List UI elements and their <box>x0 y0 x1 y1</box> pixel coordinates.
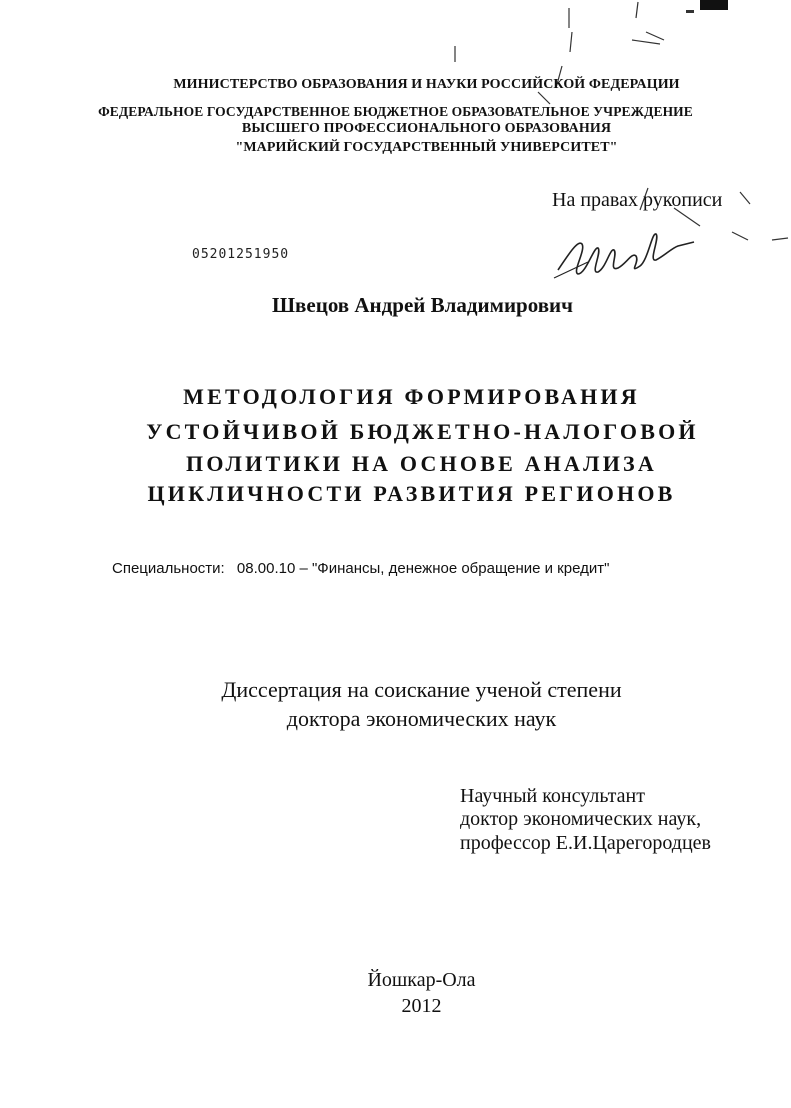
institution-type-line: ФЕДЕРАЛЬНОЕ ГОСУДАРСТВЕННОЕ БЮДЖЕТНОЕ ОБРАЗОВАТЕЛЬНОЕ УЧРЕЖДЕНИЕ <box>98 104 693 119</box>
author-name: Швецов Андрей Владимирович <box>272 293 573 317</box>
signature-image <box>548 222 698 282</box>
manuscript-rights-note: На правах рукописи <box>552 189 723 211</box>
year: 2012 <box>401 995 442 1017</box>
advisor-name: профессор Е.И.Царегородцев <box>460 832 711 854</box>
university-name: "МАРИЙСКИЙ ГОСУДАРСТВЕННЫЙ УНИВЕРСИТЕТ" <box>235 140 618 155</box>
institution-education-level: ВЫСШЕГО ПРОФЕССИОНАЛЬНОГО ОБРАЗОВАНИЯ <box>241 121 612 136</box>
degree-statement: Диссертация на соискание ученой степени <box>221 677 622 702</box>
specialty-value: 08.00.10 – "Финансы, денежное обращение и кредит" <box>236 560 610 577</box>
ministry-name: МИНИСТЕРСТВО ОБРАЗОВАНИЯ И НАУКИ РОССИЙСКОЙ ФЕДЕРАЦИИ <box>173 77 680 92</box>
city: Йошкар-Ола <box>367 969 476 991</box>
dissertation-title-line: МЕТОДОЛОГИЯ ФОРМИРОВАНИЯ <box>183 384 640 409</box>
advisor-degree: доктор экономических наук, <box>460 808 702 830</box>
advisor-role: Научный консультант <box>460 785 645 807</box>
dissertation-title-line: ПОЛИТИКИ НА ОСНОВЕ АНАЛИЗА <box>186 451 657 476</box>
degree-statement: доктора экономических наук <box>286 706 557 731</box>
specialty-label: Специальности: <box>112 560 225 577</box>
registration-number: 05201251950 <box>192 247 290 262</box>
dissertation-title-line: УСТОЙЧИВОЙ БЮДЖЕТНО-НАЛОГОВОЙ <box>146 419 699 444</box>
specialty-line <box>112 560 609 577</box>
dissertation-title-line: ЦИКЛИЧНОСТИ РАЗВИТИЯ РЕГИОНОВ <box>147 481 676 506</box>
